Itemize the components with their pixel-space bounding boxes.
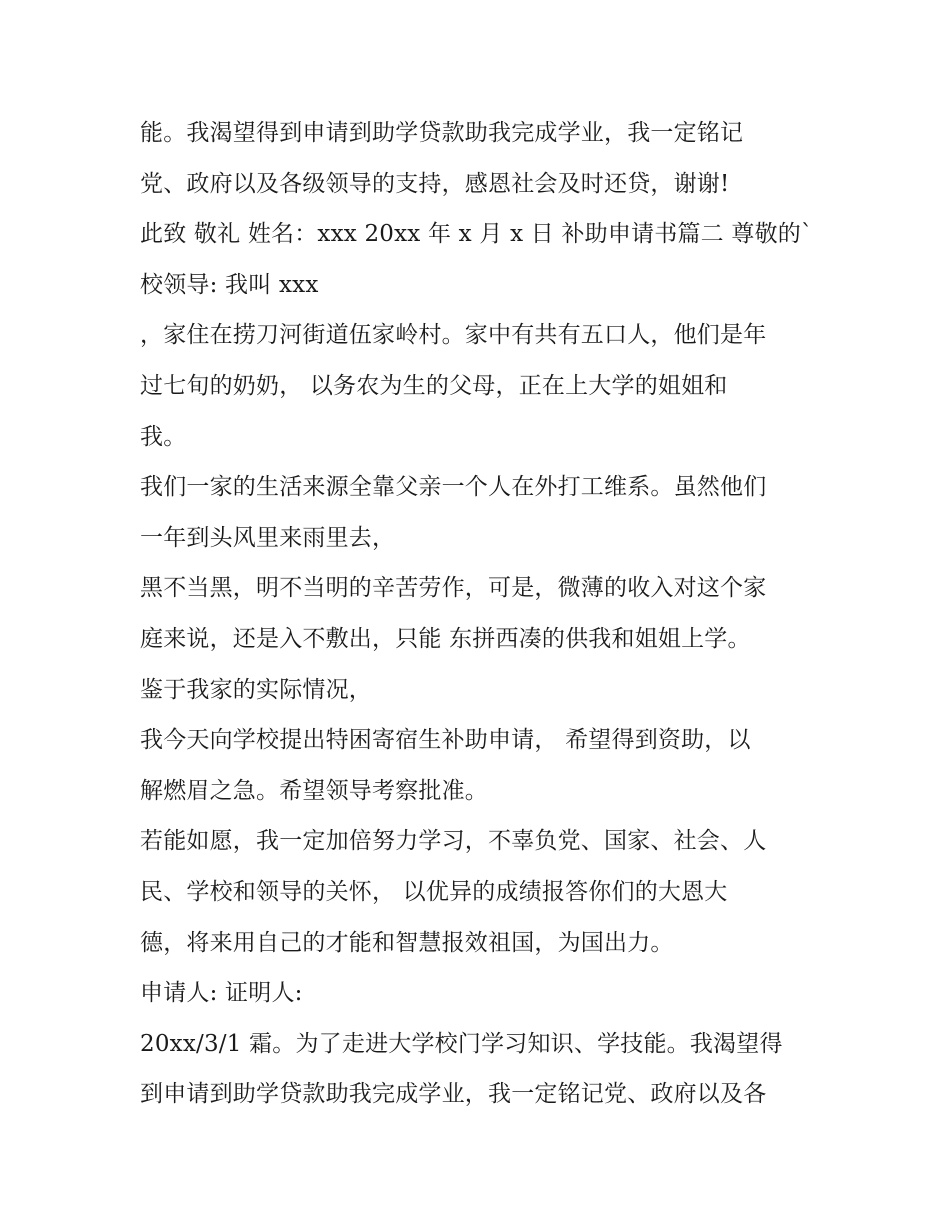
text-line: 校领导: 我叫 xxx <box>140 271 319 298</box>
text-line: 庭来说，还是入不敷出，只能 东拼西凑的供我和姐姐上学。 <box>140 625 751 652</box>
text-line: 我。 <box>140 423 187 450</box>
text-line: 黑不当黑，明不当明的辛苦劳作，可是，微薄的收入对这个家 <box>140 575 767 602</box>
text-line: ，家住在捞刀河街道伍家岭村。家中有共有五口人，他们是年 <box>140 322 767 349</box>
text-line: 鉴于我家的实际情况， <box>140 676 372 703</box>
text-line: 若能如愿，我一定加倍努力学习，不辜负党、国家、社会、人 <box>140 828 767 855</box>
text-line: 20xx/3/1 霜。为了走进大学校门学习知识、学技能。我渴望得 <box>140 1030 783 1057</box>
text-line: 我们一家的生活来源全靠父亲一个人在外打工维系。虽然他们 <box>140 474 767 501</box>
text-line: 申请人: 证明人: <box>140 980 303 1007</box>
text-line: 民、学校和领导的关怀， 以优异的成绩报答你们的大恩大 <box>140 878 728 905</box>
text-line: 我今天向学校提出特困寄宿生补助申请， 希望得到资助，以 <box>140 727 751 754</box>
document-body <box>140 108 840 1120</box>
text-line: 解燃眉之急。希望领导考察批准。 <box>140 777 488 804</box>
text-line: 过七旬的奶奶， 以务农为生的父母，正在上大学的姐姐和 <box>140 372 728 399</box>
text-line: 德，将来用自己的才能和智慧报效祖国，为国出力。 <box>140 929 674 956</box>
text-line: 一年到头风里来雨里去， <box>140 524 396 551</box>
text-line: 到申请到助学贷款助我完成学业，我一定铭记党、政府以及各 <box>140 1081 767 1108</box>
text-line: 能。我渴望得到申请到助学贷款助我完成学业，我一定铭记 <box>140 120 744 146</box>
text-line: 此致 敬礼 姓名：xxx 20xx 年 x 月 x 日 补助申请书篇二 尊敬的` <box>140 221 813 248</box>
text-line: 党、政府以及各级领导的支持，感恩社会及时还贷，谢谢! <box>140 170 730 197</box>
